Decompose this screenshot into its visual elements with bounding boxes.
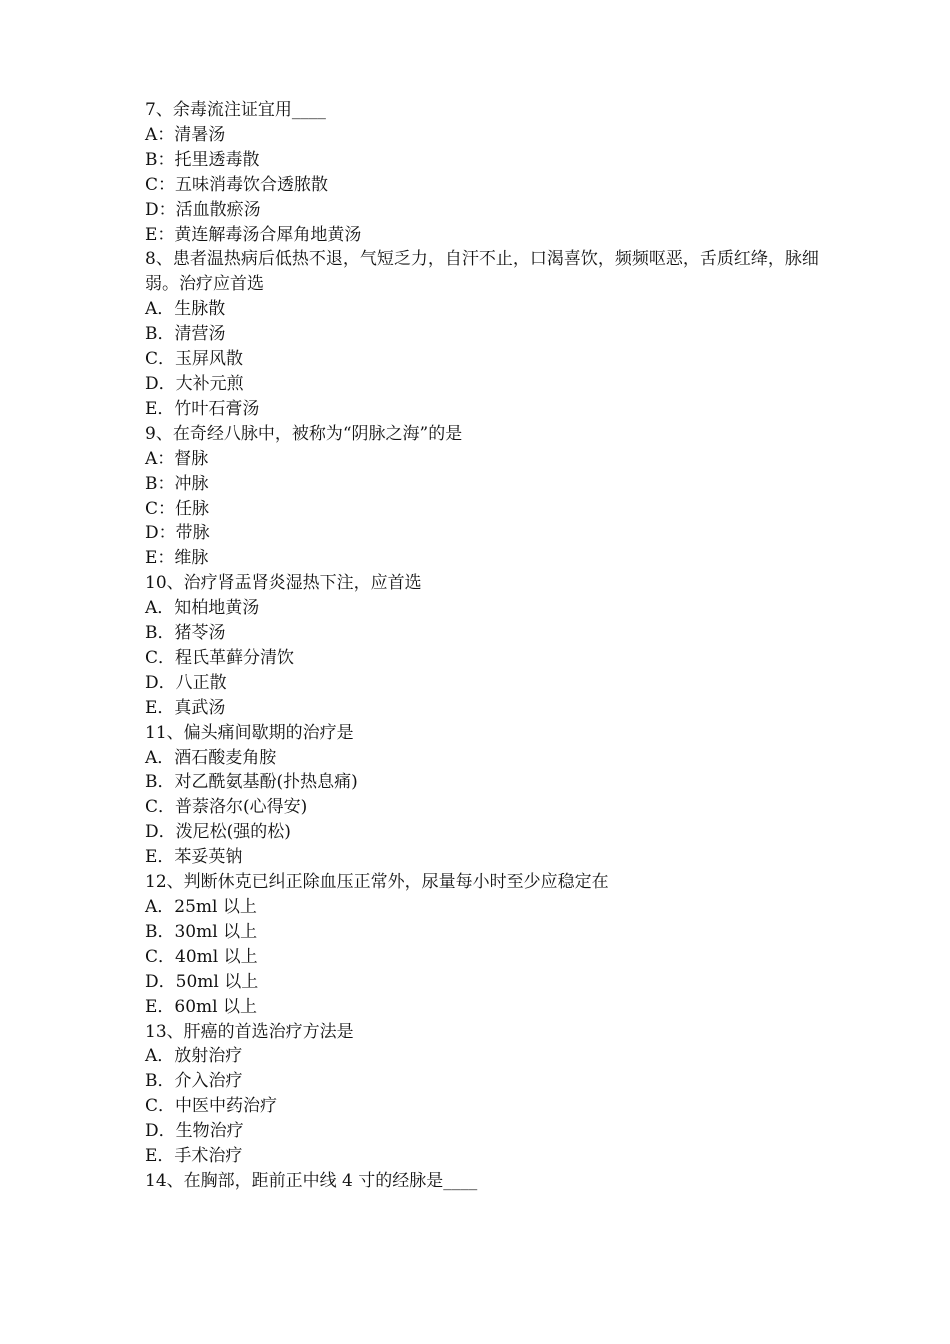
option-b: B：托里透毒散: [145, 149, 260, 170]
option-b: B．对乙酰氨基酚(扑热息痛): [145, 772, 358, 793]
question-12: [145, 870, 825, 1019]
question-10: [145, 571, 825, 720]
option-c: C．普萘洛尔(心得安): [145, 797, 308, 818]
option-b: B．猪苓汤: [145, 623, 226, 644]
option-a: A．放射治疗: [145, 1046, 243, 1067]
question-stem: 8、患者温热病后低热不退，气短乏力，自汗不止，口渴喜饮，频频呕恶，舌质红绛，脉细弱。治疗应首选: [145, 249, 819, 295]
option-b: B．30ml 以上: [145, 921, 258, 942]
option-e: E：黄连解毒汤合犀角地黄汤: [145, 224, 362, 245]
question-stem: 10、治疗肾盂肾炎湿热下注，应首选: [145, 573, 422, 594]
option-b: B：冲脉: [145, 473, 209, 494]
option-c: C．40ml 以上: [145, 946, 258, 967]
question-11: [145, 721, 825, 870]
option-b: B．清营汤: [145, 324, 226, 345]
option-c: C．中医中药治疗: [145, 1096, 278, 1117]
option-d: D．生物治疗: [145, 1121, 244, 1142]
question-stem: 11、偏头痛间歇期的治疗是: [145, 722, 354, 743]
question-stem: 9、在奇经八脉中，被称为“阴脉之海”的是: [145, 423, 463, 444]
option-e: E．真武汤: [145, 697, 226, 718]
option-e: E．手术治疗: [145, 1146, 243, 1167]
question-14: [145, 1169, 825, 1194]
option-e: E：维脉: [145, 548, 209, 569]
option-c: C．玉屏风散: [145, 349, 244, 370]
option-e: E．苯妥英钠: [145, 847, 243, 868]
question-13: [145, 1020, 825, 1169]
question-8: [145, 247, 825, 421]
option-b: B．介入治疗: [145, 1071, 243, 1092]
question-stem: 13、肝癌的首选治疗方法是: [145, 1021, 354, 1042]
option-a: A：督脉: [145, 448, 209, 469]
option-a: A．生脉散: [145, 299, 226, 320]
option-a: A．知柏地黄汤: [145, 598, 260, 619]
option-a: A．25ml 以上: [145, 897, 257, 917]
option-d: D：带脉: [145, 523, 210, 544]
option-c: C．程氏革藓分清饮: [145, 647, 295, 668]
question-stem: 14、在胸部，距前正中线 4 寸的经脉是____: [145, 1170, 478, 1191]
option-a: A．酒石酸麦角胺: [145, 747, 277, 768]
option-a: A：清暑汤: [145, 124, 226, 145]
question-stem: 12、判断休克已纠正除血压正常外，尿量每小时至少应稳定在: [145, 872, 609, 893]
option-d: D．50ml 以上: [145, 971, 259, 992]
option-c: C：五味消毒饮合透脓散: [145, 174, 329, 195]
question-stem: 7、余毒流注证宜用____: [145, 100, 326, 120]
option-e: E．60ml 以上: [145, 996, 258, 1017]
option-d: D．八正散: [145, 672, 227, 693]
question-9: [145, 422, 825, 571]
question-list: [145, 98, 825, 1194]
option-e: E．竹叶石膏汤: [145, 398, 260, 419]
option-d: D．泼尼松(强的松): [145, 822, 291, 843]
question-7: [145, 98, 825, 247]
option-c: C：任脉: [145, 498, 210, 519]
option-d: D：活血散瘀汤: [145, 199, 261, 220]
option-d: D．大补元煎: [145, 373, 244, 394]
